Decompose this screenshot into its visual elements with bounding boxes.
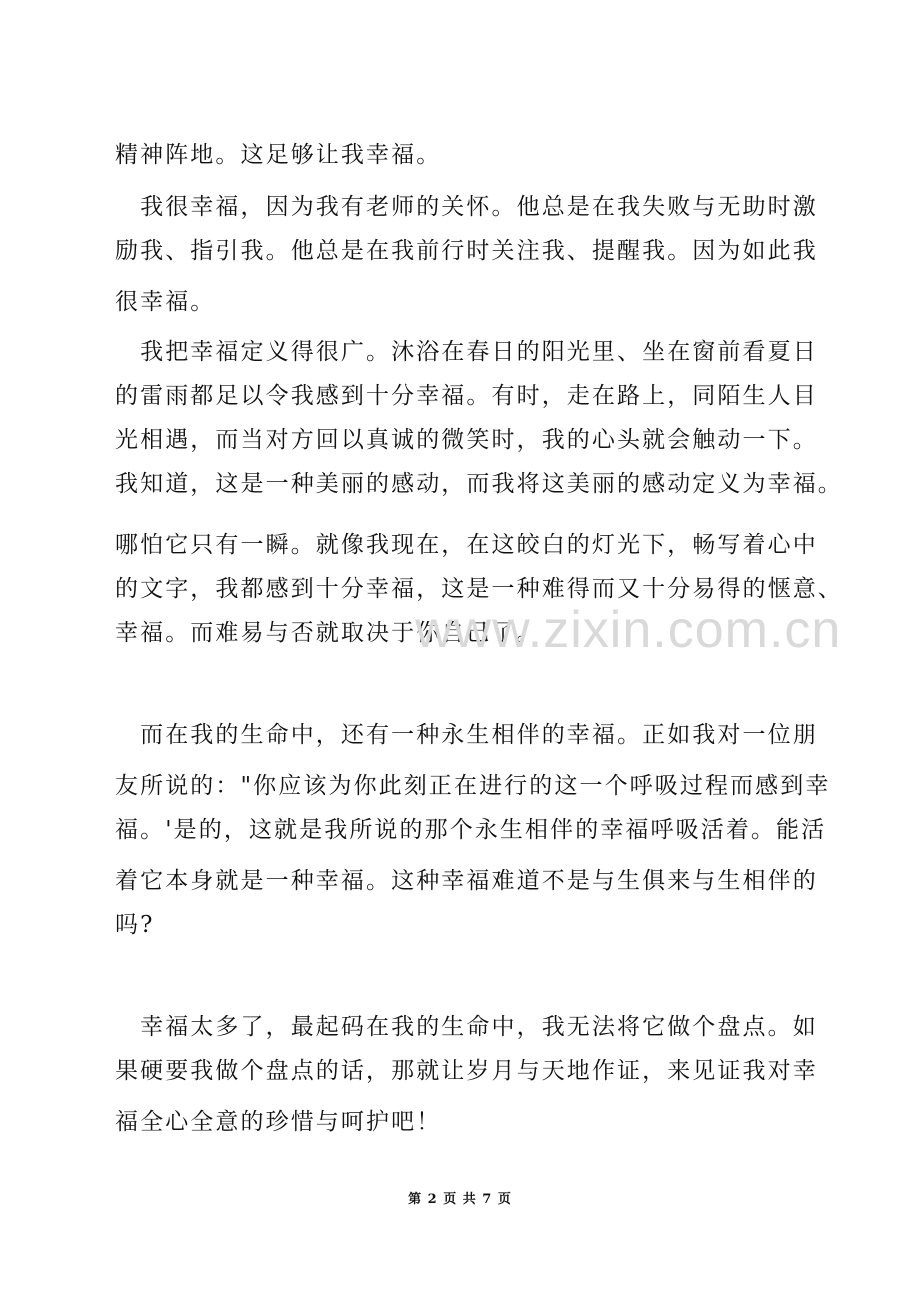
page-number-footer: 第 2 页 共 7 页 [408, 1192, 512, 1207]
text-line: 我把幸福定义得很广。沐浴在春日的阳光里、坐在窗前看夏日 [115, 339, 818, 365]
text-line: 励我、指引我。他总是在我前行时关注我、提醒我。因为如此我 [115, 238, 818, 264]
text-line: 精神阵地。这足够让我幸福。 [115, 142, 442, 168]
text-line: 而在我的生命中，还有一种永生相伴的幸福。正如我对一位朋 [115, 722, 818, 748]
text-line: 吗? [115, 912, 155, 938]
watermark: www.zixin.com.cn [415, 601, 842, 659]
text-line: 的雷雨都足以令我感到十分幸福。有时，走在路上，同陌生人目 [115, 383, 818, 409]
text-line: 我知道，这是一种美丽的感动，而我将这美丽的感动定义为幸福。 [115, 471, 843, 497]
text-line: 福全心全意的珍惜与呵护吧！ [115, 1109, 442, 1135]
text-line: 光相遇，而当对方回以真诚的微笑时，我的心头就会触动一下。 [115, 427, 818, 453]
text-line: 很幸福。 [115, 289, 216, 315]
text-line: 的文字，我都感到十分幸福，这是一种难得而又十分易得的惬意、 [115, 576, 843, 602]
text-line: 福。'是的，这就是我所说的那个永生相伴的幸福呼吸活着。能活 [115, 817, 827, 843]
text-line: 我很幸福，因为我有老师的关怀。他总是在我失败与无助时激 [115, 194, 818, 220]
text-line: 果硬要我做个盘点的话，那就让岁月与天地作证，来见证我对幸 [115, 1058, 818, 1084]
text-line: 着它本身就是一种幸福。这种幸福难道不是与生俱来与生相伴的 [115, 868, 818, 894]
text-line: 幸福太多了，最起码在我的生命中，我无法将它做个盘点。如 [115, 1014, 818, 1040]
text-line: 幸福。而难易与否就取决于你自己了。 [115, 620, 542, 646]
text-line: 友所说的："你应该为你此刻正在进行的这一个呼吸过程而感到幸 [115, 773, 831, 799]
text-line: 哪怕它只有一瞬。就像我现在，在这皎白的灯光下，畅写着心中 [115, 532, 818, 558]
